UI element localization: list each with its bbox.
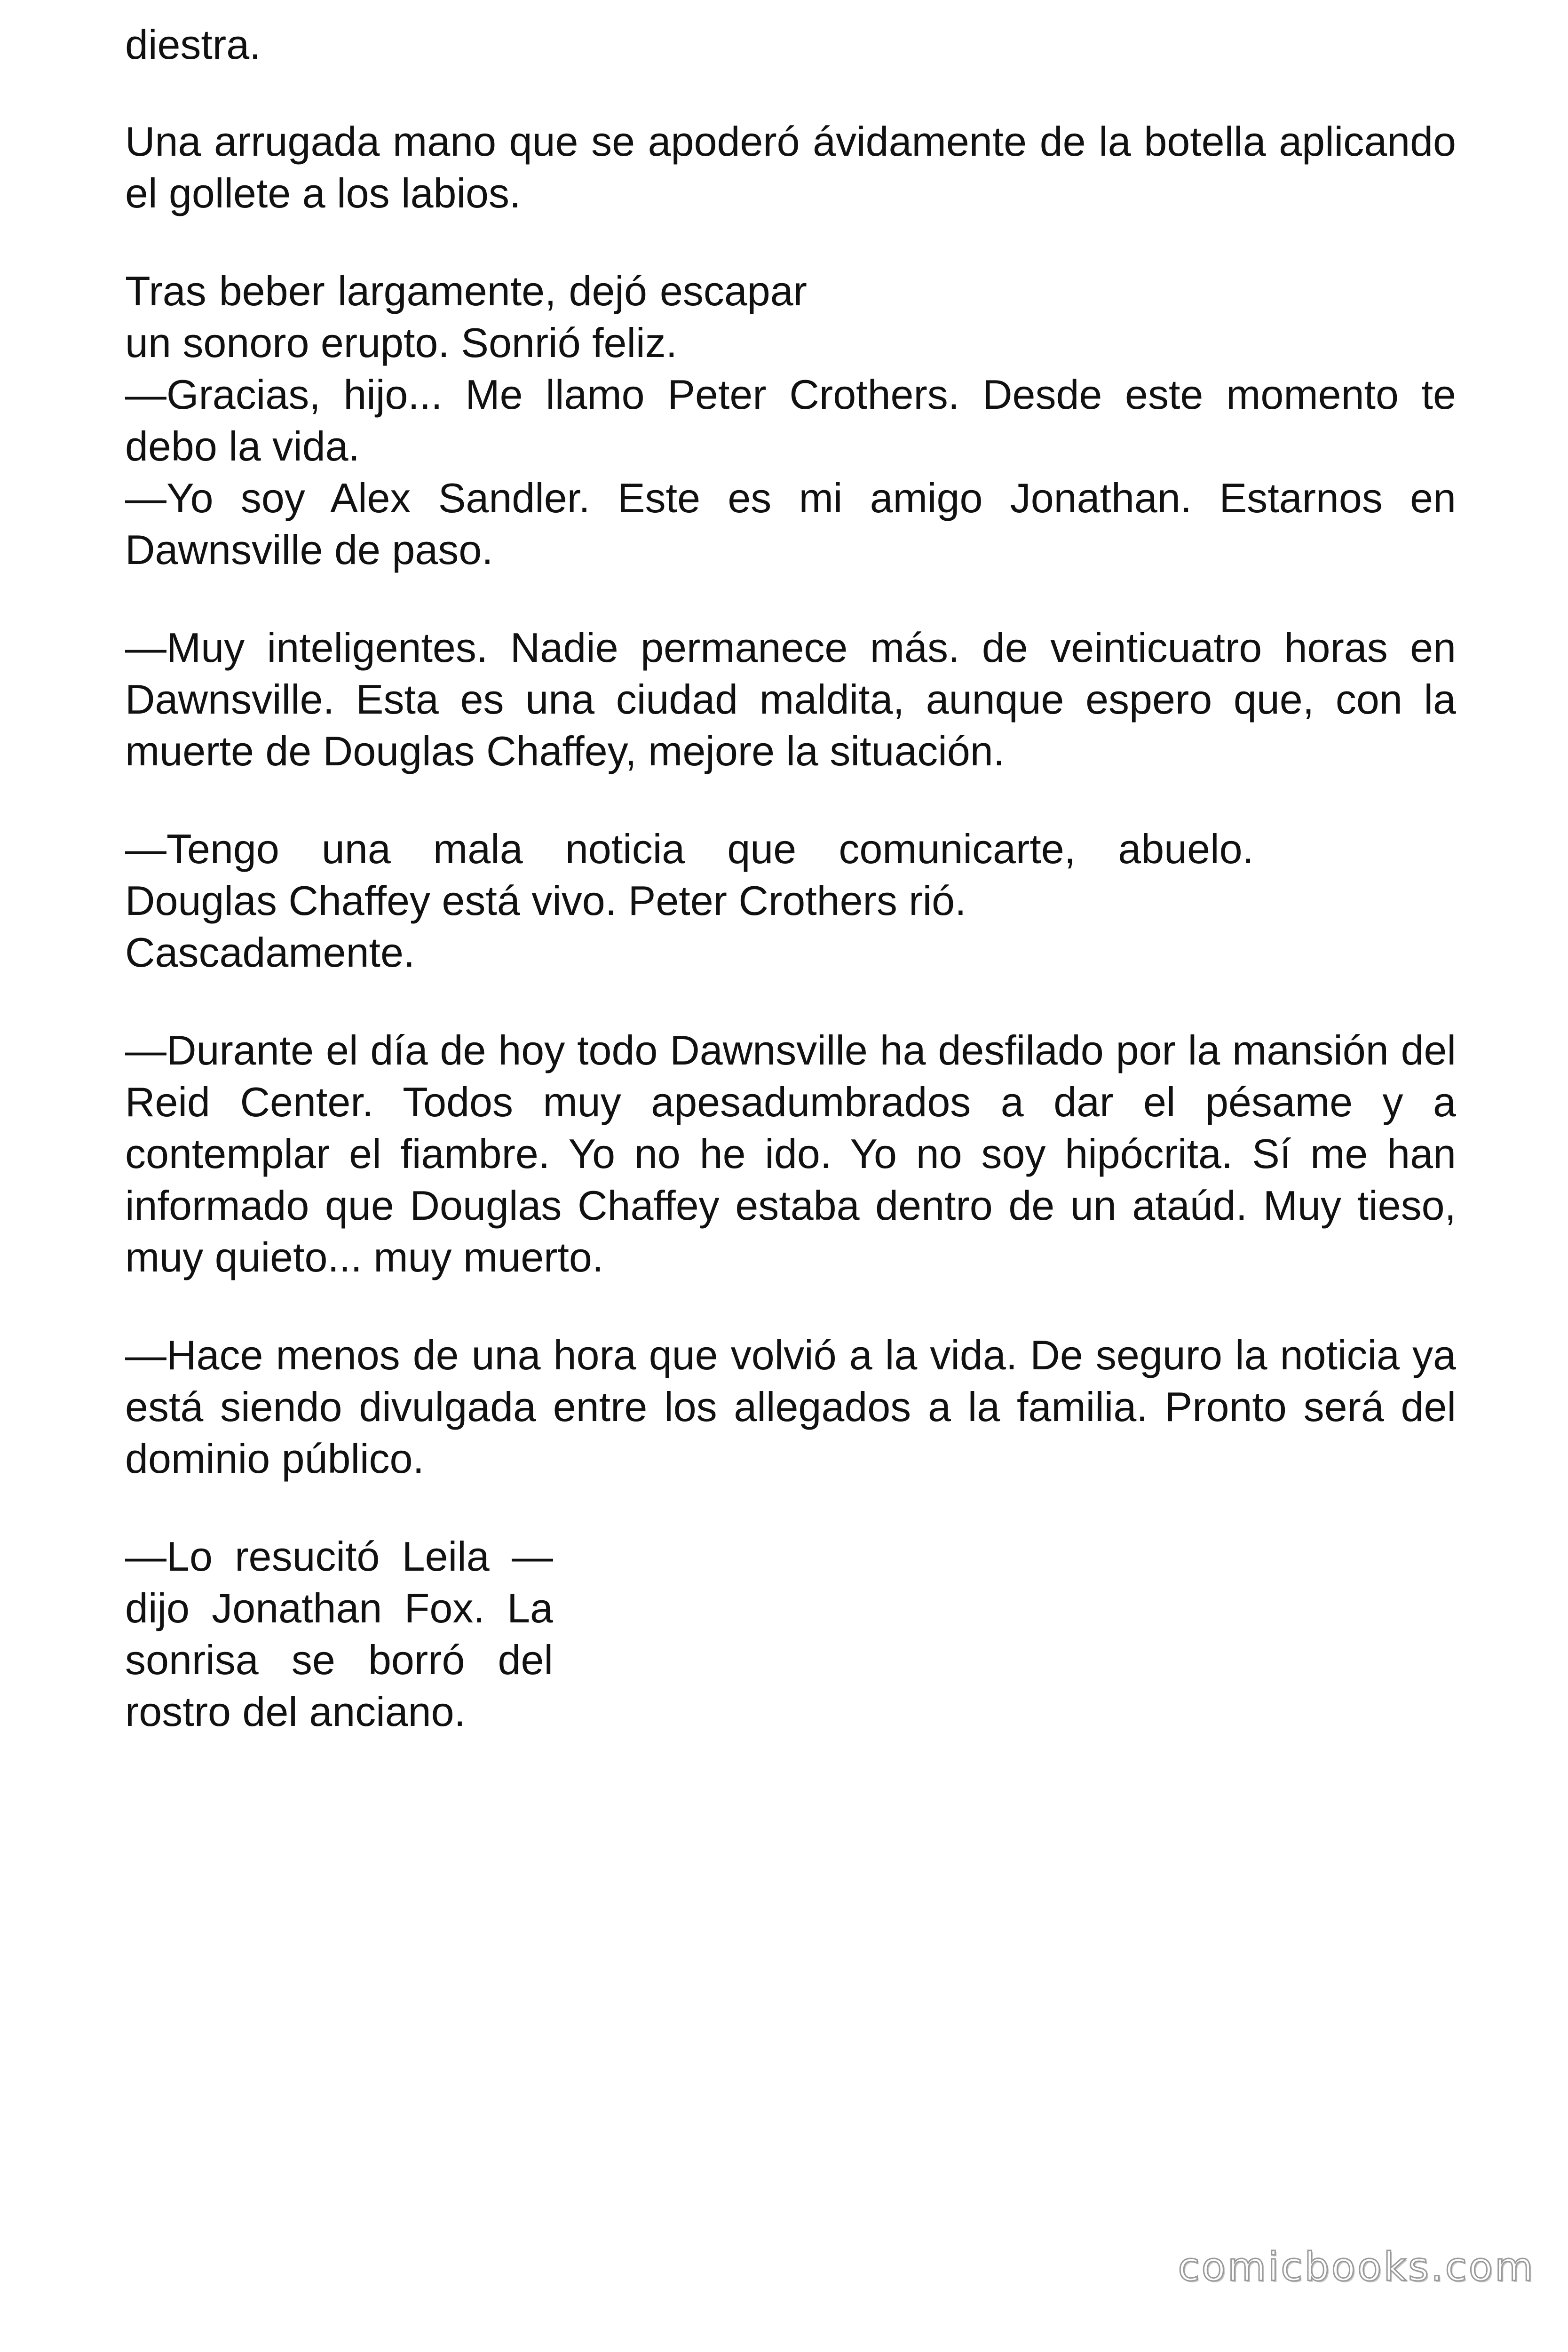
paragraph: —Gracias, hijo... Me llamo Peter Crothers. Desde este momento te debo la vida. — [125, 371, 1456, 469]
paragraph: —Tengo una mala noticia que comunicarte, abuelo. — [125, 826, 1254, 872]
paragraph: —Muy inteligentes. Nadie permanece más. de veinticuatro horas en Dawnsville. Esta es una ciudad maldita, aunque espero que, con la muerte de Douglas Chaffey, mejore la situación. — [125, 624, 1456, 774]
paragraph: diestra. — [125, 21, 261, 68]
paragraph: —Durante el día de hoy todo Dawnsville ha desfilado por la mansión del Reid Center. Todos muy apesadumbrados a dar el pésame y a contemplar el fiambre. Yo no he ido. Yo no soy hipócrita. Sí me han informado que Douglas Chaffey estaba dentro de un ataúd. Muy tieso, muy quieto... muy muerto. — [125, 1027, 1456, 1280]
paragraph: —Lo resucitó Leila — dijo Jonathan Fox. La sonrisa se borró del rostro del anciano. — [125, 1533, 553, 1735]
paragraph: Una arrugada mano que se apoderó ávidamente de la botella aplicando el gollete a los labios. — [125, 118, 1456, 216]
paragraph: Douglas Chaffey está vivo. Peter Crothers rió. — [125, 877, 966, 924]
paragraph: Tras beber largamente, dejó escapar un sonoro erupto. Sonrió feliz. — [125, 268, 807, 366]
paragraph: —Hace menos de una hora que volvió a la vida. De seguro la noticia ya está siendo divulgada entre los allegados a la familia. Pronto será del dominio público. — [125, 1332, 1456, 1482]
watermark-logo: comicbooks.com — [1178, 2244, 1535, 2290]
body-text — [125, 19, 1456, 1784]
paragraph: Cascadamente. — [125, 929, 415, 976]
paragraph: —Yo soy Alex Sandler. Este es mi amigo Jonathan. Estarnos en Dawnsville de paso. — [125, 475, 1456, 573]
